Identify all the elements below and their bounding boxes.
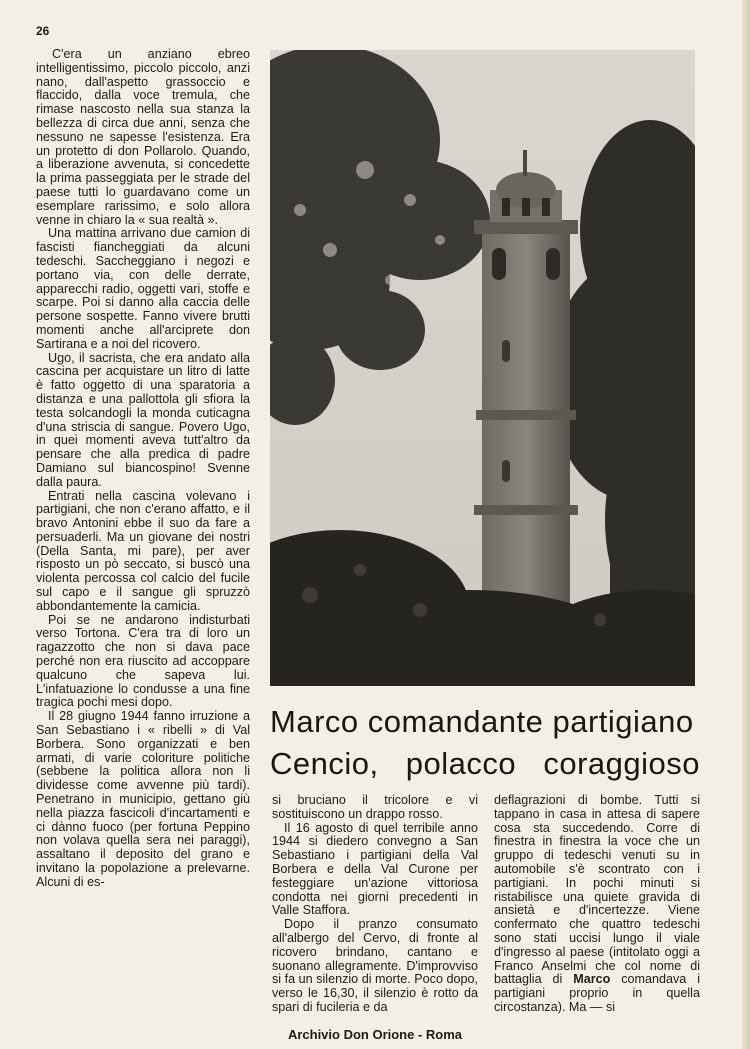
- paragraph: si bruciano il tricolore e vi sostituiscono un drappo rosso.: [272, 793, 478, 821]
- middle-column: [272, 794, 478, 1015]
- paragraph-text: comandava i partigiani proprio in quella circostanza). Ma — si: [494, 972, 700, 1014]
- page-number: 26: [36, 24, 50, 38]
- headline-word: polacco: [405, 746, 517, 781]
- paragraph: Il 28 giugno 1944 fanno irruzione a San Sebastiano i « ribelli » di Val Borbera. Sono organizzati e ben armati, di varie coloriture politiche (sebbene la politica allora non li dividesse come avvenne più tardi). Penetrano in municipio, gettano giù nella piazza fascicoli d'incartamenti e ci dànno fuoco (per fortuna Peppino non volava quella sera nei paraggi), assaltano il deposito del grano e invitano la popolazione a prelevarne. Alcuni di es-: [36, 709, 250, 889]
- left-column: [36, 48, 250, 890]
- article-headline-line-1: Marco comandante partigiano: [270, 704, 694, 739]
- archive-footer: Archivio Don Orione - Roma: [287, 1027, 463, 1042]
- paragraph: Ugo, il sacrista, che era andato alla cascina per acquistare un litro di latte è fatto oggetto di una sparatoria a distanza e una pallottola gli sfiora la testa solcandogli la monda cuticagna d'una striscia di sangue. Povero Ugo, in quei momenti aveva tutt'altro da pensare che alla predica di padre Damiano sul biancospino! Svenne dalla paura.: [36, 350, 250, 489]
- paragraph: Una mattina arrivano due camion di fascisti fiancheggiati da alcuni tedeschi. Saccheggiano i negozi e portano via, con delle derrate, apparecchi radio, oggetti vari, stoffe e scarpe. Poi si danno alla caccia delle persone sospette. Fanno vivere brutti momenti anche all'arciprete don Sartirana e a noi del ricovero.: [36, 226, 250, 351]
- bell-tower-photo: [270, 50, 695, 686]
- headline-word: coraggioso: [543, 746, 700, 781]
- article-headline-line-2: [270, 746, 700, 782]
- bell-tower-illustration: [270, 50, 695, 686]
- paragraph: C'era un anziano ebreo intelligentissimo, piccolo piccolo, anzi nano, dall'aspetto grassoccio e flaccido, dalla voce tremula, che rimase nascosto nella sua stanza la bellezza di circa due anni, senza che nessuno ne sapesse l'esistenza. Era un protetto di don Pollarolo. Quando, a liberazione avvenuta, si concedette la prima passeggiata per le strade del paese tutti lo guardavano come un esemplare rarissimo, e solo allora venne in chiaro la « sua realtà ».: [36, 47, 250, 227]
- paragraph: Entrati nella cascina volevano i partigiani, che non c'erano affatto, e il bravo Antonini ebbe il suo da fare a persuaderli. Ma un giovane dei nostri (Della Santa, mi pare), per aver risposto un pò seccato, si buscò una violenta percossa col calcio del fucile sul capo e il sangue gli spruzzò abbondantemente la camicia.: [36, 488, 250, 613]
- paragraph: Poi se ne andarono indisturbati verso Tortona. C'era tra di loro un ragazzotto che non si dava pace perché non era riuscito ad accoppare qualcuno che sapeva lui. L'infatuazione lo condusse a una fine tragica pochi mesi dopo.: [36, 612, 250, 710]
- page-edge: [742, 0, 750, 1049]
- bold-name: Marco: [573, 972, 611, 987]
- paragraph: Dopo il pranzo consumato all'albergo del Cervo, di fronte al ricovero brindano, cantano e suonano allegramente. D'improvviso si fa un silenzio di morte. Poco dopo, verso le 16,30, il silenzio è rotto da spari di fucileria e da: [272, 917, 478, 1014]
- right-column: [494, 794, 700, 1015]
- paragraph: [494, 794, 700, 1015]
- headline-word: Cencio,: [270, 746, 379, 781]
- paragraph-text: deflagrazioni di bombe. Tutti si tappano in casa in attesa di sapere cosa sta succedendo. Corre di finestra in finestra la voce che un gruppo di tedeschi venuti su in automobile s'è scontrato con i partigiani. In pochi minuti si ristabilisce una quiete gravida di ansietà e d'incertezze. Viene confermato che quattro tedeschi sono stati uccisi lungo il viale d'ingresso al paese (intitolato oggi a Franco Anselmi che col nome di battaglia di: [494, 793, 700, 987]
- paragraph: Il 16 agosto di quel terribile anno 1944 si diedero convegno a San Sebastiano i partigiani della Val Borbera e della Val Curone per festeggiare un'azione vittoriosa condotta nei giorni precedenti in Valle Staffora.: [272, 820, 478, 918]
